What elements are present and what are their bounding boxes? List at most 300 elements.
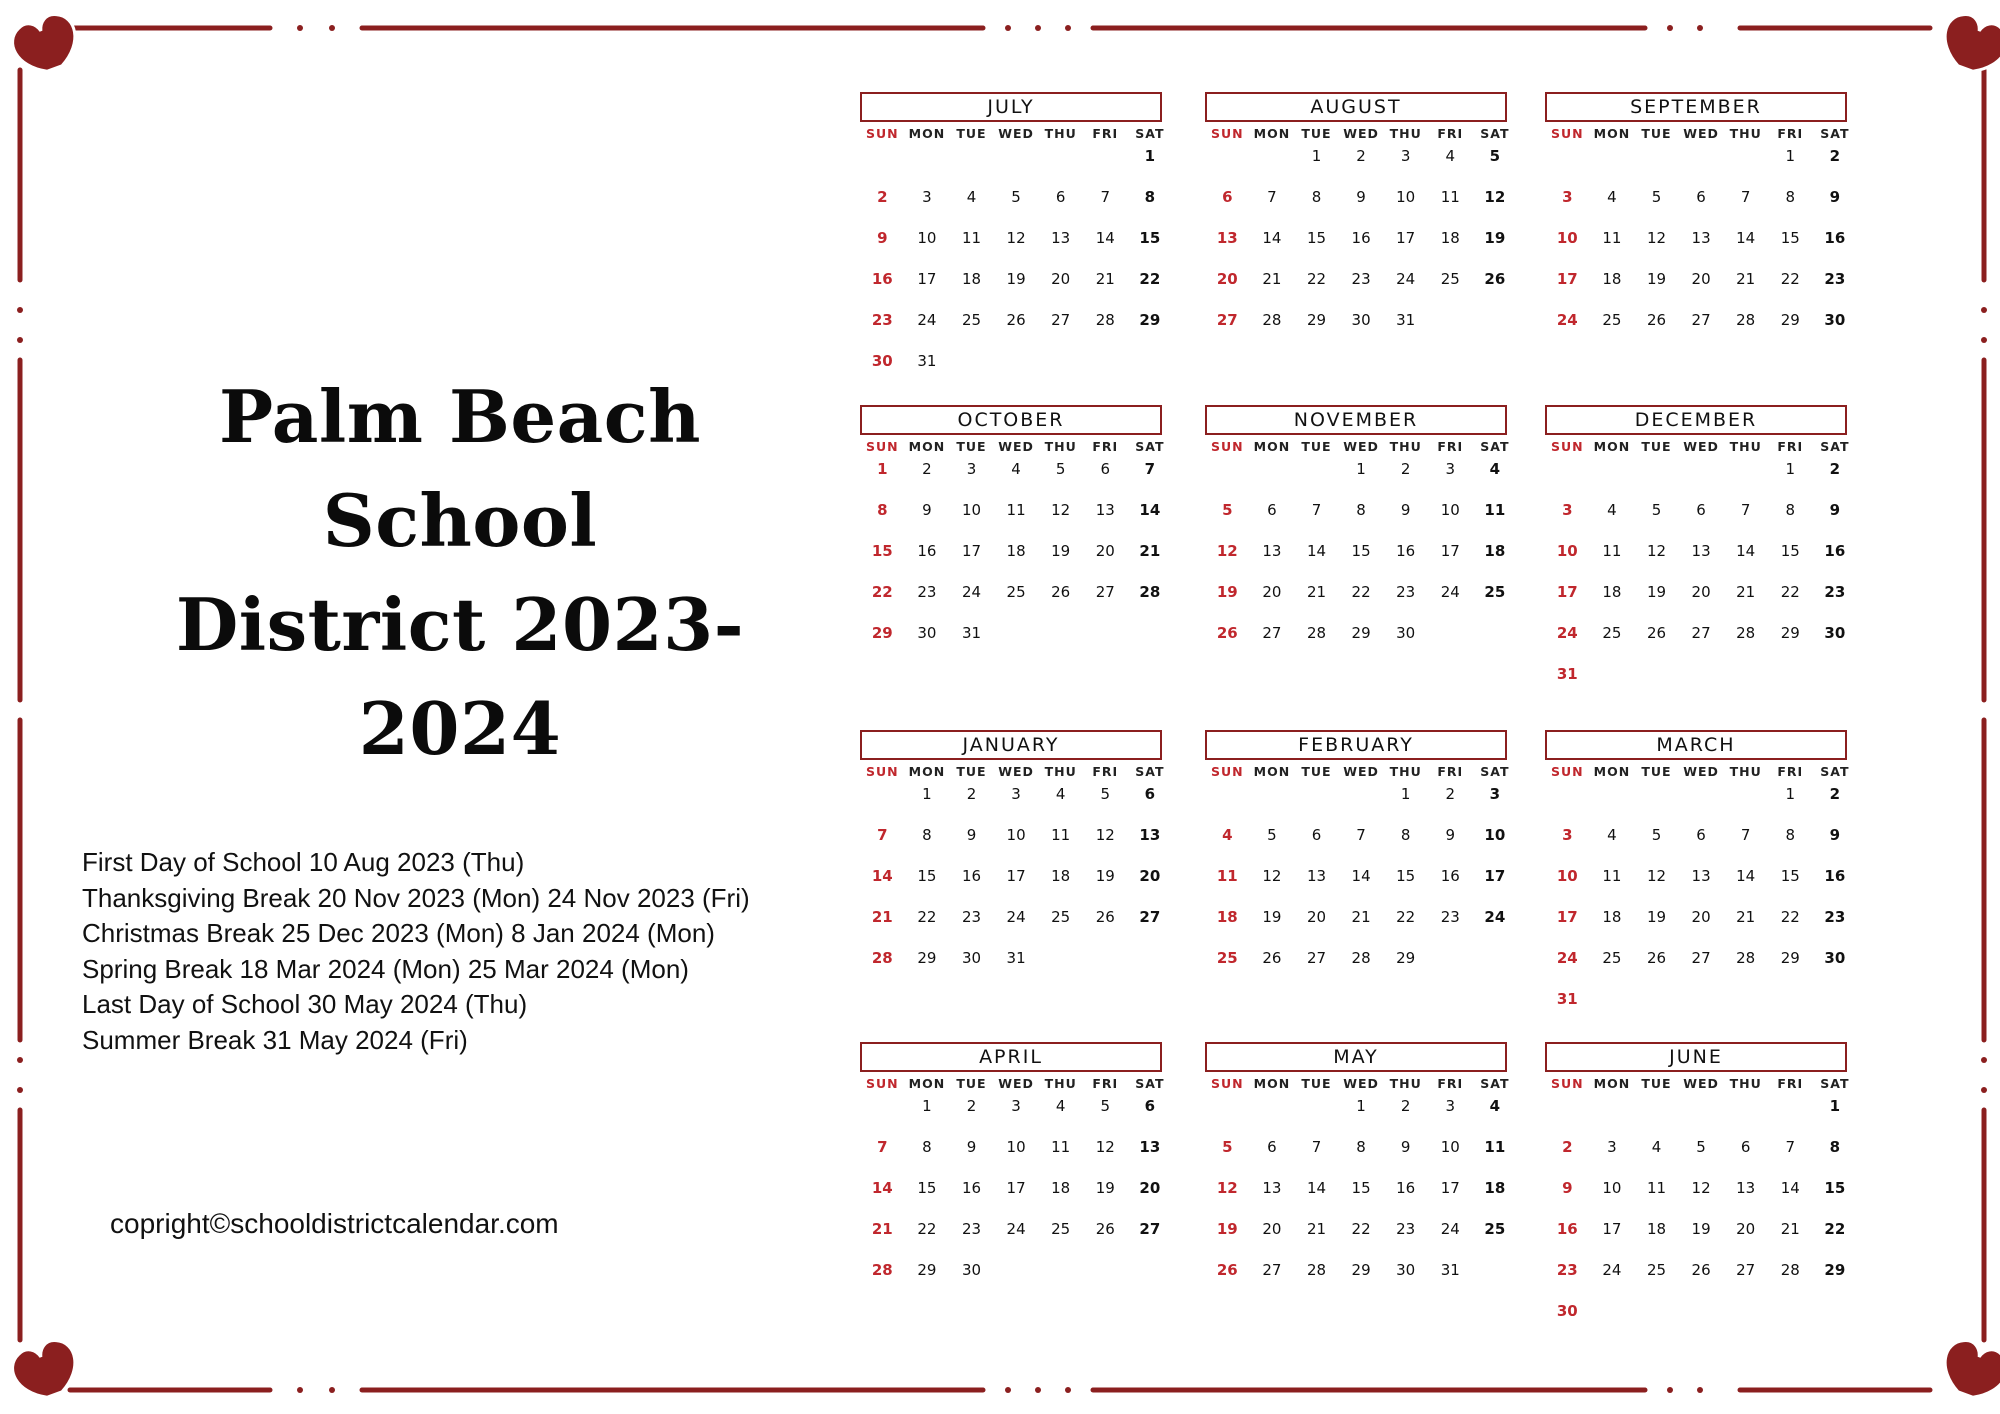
weekday-label: SAT [1480, 764, 1510, 779]
empty-cell [1768, 1096, 1813, 1137]
day-cell: 3 [1562, 826, 1573, 844]
day-cell: 11 [1440, 188, 1460, 206]
weekday-label: TUE [956, 1076, 987, 1091]
day-cell: 23 [1440, 908, 1460, 926]
day-cell: 30 [1824, 311, 1846, 329]
empty-cell [994, 146, 1039, 187]
day-cell: 25 [1484, 583, 1506, 601]
weekday-label: THU [1729, 1076, 1762, 1091]
event-spring-break: Spring Break 18 Mar 2024 (Mon) 25 Mar 2024 (Mon) [82, 953, 689, 984]
day-cell: 31 [1440, 1261, 1460, 1279]
day-cell: 20 [1139, 1179, 1161, 1197]
day-cell: 4 [1489, 1097, 1501, 1115]
day-cell: 7 [1740, 826, 1751, 844]
weekday-label: TUE [1301, 439, 1332, 454]
month-july [860, 92, 1165, 392]
day-cell: 23 [1396, 583, 1416, 601]
weekday-label: THU [1389, 1076, 1422, 1091]
day-cell: 24 [917, 311, 937, 329]
day-cell: 25 [1216, 949, 1238, 967]
weekday-label: SAT [1820, 126, 1850, 141]
empty-cell [1294, 784, 1339, 825]
weekday-header [1205, 764, 1510, 784]
day-cell: 27 [1216, 311, 1238, 329]
day-cell: 20 [1691, 583, 1711, 601]
day-cell: 9 [877, 229, 888, 247]
day-cell: 10 [1440, 501, 1460, 519]
day-cell: 2 [966, 1097, 977, 1115]
day-cell: 6 [1696, 501, 1706, 519]
day-cell: 5 [1267, 826, 1277, 844]
month-title: FEBRUARY [1205, 730, 1507, 760]
day-cell: 10 [1484, 826, 1506, 844]
day-cell: 22 [917, 908, 937, 926]
empty-cell [1545, 459, 1590, 500]
day-cell: 21 [1262, 270, 1282, 288]
day-cell: 26 [1051, 583, 1071, 601]
day-cell: 14 [1139, 501, 1161, 519]
weekday-label: SAT [1135, 764, 1165, 779]
day-cell: 10 [1440, 1138, 1460, 1156]
day-cell: 27 [1306, 949, 1327, 967]
day-cell: 30 [871, 352, 893, 370]
weekday-label: SUN [865, 764, 899, 779]
day-cell: 12 [1262, 867, 1282, 885]
day-cell: 19 [1484, 229, 1506, 247]
day-cell: 26 [1646, 624, 1667, 642]
day-cell: 7 [1740, 188, 1751, 206]
empty-cell [860, 784, 905, 825]
weekday-label: SUN [1550, 126, 1584, 141]
day-cell: 8 [1356, 501, 1366, 519]
day-cell: 10 [1006, 1138, 1026, 1156]
day-cell: 15 [1780, 867, 1800, 885]
day-cell: 5 [1011, 188, 1021, 206]
day-cell: 19 [1216, 1220, 1238, 1238]
weekday-label: SAT [1135, 126, 1165, 141]
month-january [860, 730, 1165, 989]
day-cell: 22 [1351, 1220, 1371, 1238]
day-cell: 5 [1222, 501, 1233, 519]
day-cell: 19 [1216, 583, 1238, 601]
month-title: AUGUST [1205, 92, 1507, 122]
day-cell: 16 [917, 542, 937, 560]
day-cell: 19 [1051, 542, 1071, 560]
day-grid [1545, 459, 1847, 705]
day-cell: 26 [1691, 1261, 1711, 1279]
day-cell: 2 [1562, 1138, 1573, 1156]
month-august [1205, 92, 1510, 351]
day-cell: 28 [1095, 311, 1115, 329]
day-cell: 24 [1556, 624, 1578, 642]
weekday-label: SUN [1550, 439, 1584, 454]
day-cell: 18 [1051, 867, 1071, 885]
weekday-label: SAT [1480, 126, 1510, 141]
weekday-label: MON [1593, 126, 1631, 141]
day-cell: 4 [1607, 826, 1617, 844]
day-cell: 13 [1691, 867, 1711, 885]
day-cell: 24 [1440, 1220, 1460, 1238]
day-cell: 6 [1055, 188, 1066, 206]
day-cell: 6 [1144, 1097, 1156, 1115]
day-cell: 1 [1785, 460, 1796, 478]
weekday-label: SUN [865, 1076, 899, 1091]
day-cell: 19 [1095, 1179, 1115, 1197]
day-cell: 9 [922, 501, 932, 519]
weekday-label: THU [1044, 764, 1077, 779]
day-cell: 11 [1602, 542, 1622, 560]
month-title: DECEMBER [1545, 405, 1847, 435]
empty-cell [1723, 1096, 1768, 1137]
empty-cell [1723, 459, 1768, 500]
day-cell: 5 [1651, 826, 1662, 844]
day-cell: 20 [1262, 583, 1282, 601]
day-cell: 25 [961, 311, 982, 329]
weekday-label: SAT [1820, 439, 1850, 454]
month-title: NOVEMBER [1205, 405, 1507, 435]
day-cell: 13 [1306, 867, 1327, 885]
weekday-label: SAT [1135, 1076, 1165, 1091]
day-cell: 13 [1691, 542, 1711, 560]
day-cell: 30 [1396, 624, 1416, 642]
empty-cell [1634, 459, 1679, 500]
day-cell: 29 [1306, 311, 1327, 329]
month-october [860, 405, 1165, 664]
weekday-label: MON [1593, 1076, 1631, 1091]
day-cell: 10 [1602, 1179, 1622, 1197]
day-cell: 3 [1607, 1138, 1617, 1156]
day-cell: 11 [1484, 1138, 1506, 1156]
day-cell: 30 [961, 1261, 982, 1279]
day-cell: 5 [1222, 1138, 1233, 1156]
day-cell: 7 [877, 1138, 888, 1156]
day-cell: 13 [1216, 229, 1238, 247]
weekday-label: THU [1389, 439, 1422, 454]
weekday-label: MON [1253, 439, 1291, 454]
day-cell: 31 [961, 624, 982, 642]
day-cell: 17 [1602, 1220, 1622, 1238]
day-cell: 15 [1824, 1179, 1846, 1197]
empty-cell [1634, 1096, 1679, 1137]
day-cell: 19 [1006, 270, 1026, 288]
day-cell: 6 [1222, 188, 1233, 206]
day-cell: 17 [1440, 1179, 1460, 1197]
day-cell: 17 [917, 270, 937, 288]
day-cell: 2 [1400, 460, 1411, 478]
day-cell: 21 [1736, 908, 1756, 926]
day-cell: 15 [1396, 867, 1416, 885]
day-cell: 23 [1396, 1220, 1416, 1238]
day-cell: 28 [1736, 624, 1756, 642]
day-cell: 28 [1736, 311, 1756, 329]
day-cell: 29 [1780, 624, 1800, 642]
day-grid [1545, 1096, 1847, 1342]
day-cell: 22 [1780, 583, 1800, 601]
month-november [1205, 405, 1510, 664]
empty-cell [1634, 146, 1679, 187]
day-cell: 15 [1780, 542, 1800, 560]
day-cell: 7 [1785, 1138, 1796, 1156]
day-cell: 24 [1602, 1261, 1622, 1279]
day-cell: 1 [1356, 460, 1366, 478]
day-cell: 9 [1562, 1179, 1573, 1197]
empty-cell [1723, 146, 1768, 187]
day-cell: 25 [1646, 1261, 1667, 1279]
weekday-label: MON [908, 764, 946, 779]
weekday-header [860, 126, 1165, 146]
day-grid [1205, 459, 1507, 664]
day-cell: 18 [1440, 229, 1460, 247]
day-cell: 17 [1556, 908, 1578, 926]
day-cell: 13 [1262, 1179, 1282, 1197]
day-cell: 19 [1646, 908, 1667, 926]
day-cell: 26 [1646, 949, 1667, 967]
empty-cell [1723, 784, 1768, 825]
empty-cell [1205, 784, 1250, 825]
weekday-label: MON [908, 1076, 946, 1091]
day-cell: 28 [1780, 1261, 1800, 1279]
weekday-label: THU [1729, 439, 1762, 454]
day-cell: 27 [1691, 624, 1711, 642]
empty-cell [1205, 1096, 1250, 1137]
day-cell: 18 [1602, 270, 1622, 288]
day-cell: 9 [1400, 501, 1411, 519]
empty-cell [1294, 1096, 1339, 1137]
weekday-label: TUE [1301, 1076, 1332, 1091]
day-cell: 29 [871, 624, 893, 642]
day-cell: 23 [1824, 908, 1846, 926]
day-grid [1545, 146, 1847, 351]
day-cell: 29 [917, 949, 937, 967]
day-cell: 18 [1484, 542, 1506, 560]
day-cell: 18 [1646, 1220, 1667, 1238]
day-cell: 17 [1556, 270, 1578, 288]
day-cell: 8 [1785, 826, 1796, 844]
day-cell: 7 [877, 826, 888, 844]
day-cell: 4 [1445, 147, 1456, 165]
day-cell: 10 [1556, 229, 1578, 247]
day-cell: 8 [922, 1138, 932, 1156]
day-cell: 8 [922, 826, 932, 844]
day-grid [1205, 1096, 1507, 1301]
month-title: JANUARY [860, 730, 1162, 760]
day-cell: 31 [1556, 990, 1578, 1008]
day-cell: 17 [1006, 867, 1026, 885]
day-cell: 15 [1351, 1179, 1371, 1197]
day-cell: 27 [1262, 1261, 1282, 1279]
weekday-label: WED [998, 764, 1034, 779]
weekday-label: SUN [1210, 1076, 1244, 1091]
day-cell: 2 [1829, 785, 1841, 803]
weekday-label: TUE [1641, 1076, 1672, 1091]
month-february [1205, 730, 1510, 989]
weekday-label: TUE [1301, 764, 1332, 779]
day-cell: 18 [1006, 542, 1026, 560]
day-cell: 20 [1051, 270, 1071, 288]
day-cell: 1 [1785, 147, 1796, 165]
day-cell: 19 [1646, 270, 1667, 288]
day-cell: 24 [1006, 1220, 1026, 1238]
day-cell: 15 [871, 542, 893, 560]
day-cell: 8 [877, 501, 888, 519]
day-cell: 3 [1562, 501, 1573, 519]
weekday-label: SUN [1210, 439, 1244, 454]
day-cell: 30 [1351, 311, 1371, 329]
day-cell: 8 [1829, 1138, 1841, 1156]
day-grid [860, 146, 1162, 392]
day-cell: 5 [1055, 460, 1066, 478]
weekday-label: MON [1253, 764, 1291, 779]
day-cell: 27 [1095, 583, 1115, 601]
day-cell: 4 [1607, 501, 1617, 519]
day-cell: 23 [1824, 583, 1846, 601]
weekday-label: FRI [1092, 1076, 1119, 1091]
day-cell: 19 [1262, 908, 1282, 926]
weekday-label: THU [1044, 1076, 1077, 1091]
day-cell: 30 [1824, 949, 1846, 967]
day-cell: 5 [1696, 1138, 1706, 1156]
day-cell: 24 [1556, 311, 1578, 329]
weekday-label: FRI [1777, 439, 1804, 454]
day-cell: 29 [1780, 949, 1800, 967]
empty-cell [1250, 146, 1295, 187]
day-cell: 28 [1736, 949, 1756, 967]
day-cell: 14 [1306, 1179, 1327, 1197]
weekday-label: MON [1253, 1076, 1291, 1091]
day-cell: 11 [1216, 867, 1238, 885]
month-title: MAY [1205, 1042, 1507, 1072]
day-cell: 8 [1311, 188, 1322, 206]
day-cell: 21 [1736, 270, 1756, 288]
day-cell: 2 [922, 460, 932, 478]
day-cell: 21 [1306, 1220, 1327, 1238]
day-cell: 18 [1216, 908, 1238, 926]
day-cell: 11 [1051, 826, 1071, 844]
month-december [1545, 405, 1850, 705]
day-cell: 31 [1006, 949, 1026, 967]
day-cell: 11 [1602, 229, 1622, 247]
day-cell: 4 [1607, 188, 1617, 206]
month-march [1545, 730, 1850, 1030]
weekday-label: SUN [1210, 764, 1244, 779]
day-cell: 13 [1051, 229, 1071, 247]
day-cell: 12 [1484, 188, 1506, 206]
weekday-label: WED [1683, 1076, 1719, 1091]
day-cell: 16 [1556, 1220, 1578, 1238]
day-cell: 7 [1740, 501, 1751, 519]
day-cell: 30 [1556, 1302, 1578, 1320]
day-cell: 3 [1445, 460, 1456, 478]
day-cell: 15 [1351, 542, 1371, 560]
day-cell: 8 [1785, 188, 1796, 206]
weekday-label: WED [998, 1076, 1034, 1091]
day-cell: 18 [961, 270, 982, 288]
day-grid [1545, 784, 1847, 1030]
day-cell: 2 [1400, 1097, 1411, 1115]
day-cell: 21 [1351, 908, 1371, 926]
day-cell: 7 [1267, 188, 1277, 206]
day-cell: 6 [1267, 501, 1277, 519]
day-cell: 1 [1785, 785, 1796, 803]
events-list [82, 845, 750, 1058]
day-cell: 13 [1691, 229, 1711, 247]
day-cell: 7 [1100, 188, 1111, 206]
day-cell: 17 [1006, 1179, 1026, 1197]
month-may [1205, 1042, 1510, 1301]
day-cell: 8 [1785, 501, 1796, 519]
day-cell: 23 [871, 311, 893, 329]
empty-cell [1038, 146, 1083, 187]
month-title: SEPTEMBER [1545, 92, 1847, 122]
day-cell: 4 [1055, 785, 1066, 803]
day-cell: 12 [1095, 1138, 1115, 1156]
month-title: JULY [860, 92, 1162, 122]
day-cell: 23 [1824, 270, 1846, 288]
day-cell: 23 [1351, 270, 1371, 288]
month-title: OCTOBER [860, 405, 1162, 435]
empty-cell [905, 146, 950, 187]
day-cell: 14 [1736, 229, 1756, 247]
day-cell: 5 [1651, 501, 1662, 519]
day-cell: 14 [1262, 229, 1282, 247]
title-line-2: District 2023-2024 [175, 582, 745, 771]
empty-cell [860, 1096, 905, 1137]
day-cell: 10 [1006, 826, 1026, 844]
day-cell: 12 [1646, 542, 1667, 560]
day-cell: 10 [1556, 542, 1578, 560]
empty-cell [1545, 1096, 1590, 1137]
day-cell: 2 [1356, 147, 1366, 165]
day-cell: 13 [1139, 826, 1161, 844]
day-cell: 25 [1602, 311, 1622, 329]
day-cell: 1 [1356, 1097, 1366, 1115]
day-cell: 31 [1396, 311, 1416, 329]
weekday-label: FRI [1437, 126, 1464, 141]
day-cell: 16 [961, 1179, 982, 1197]
weekday-label: SUN [1550, 764, 1584, 779]
weekday-label: SAT [1135, 439, 1165, 454]
day-cell: 16 [961, 867, 982, 885]
day-cell: 10 [1396, 188, 1416, 206]
day-cell: 22 [1780, 270, 1800, 288]
day-cell: 24 [1440, 583, 1460, 601]
empty-cell [1205, 146, 1250, 187]
day-grid [1205, 784, 1507, 989]
day-cell: 16 [1396, 542, 1416, 560]
day-cell: 1 [1144, 147, 1156, 165]
day-cell: 3 [922, 188, 932, 206]
month-title: APRIL [860, 1042, 1162, 1072]
day-cell: 12 [1691, 1179, 1711, 1197]
weekday-label: WED [1343, 1076, 1379, 1091]
day-cell: 3 [1489, 785, 1501, 803]
weekday-label: FRI [1437, 439, 1464, 454]
day-cell: 31 [917, 352, 937, 370]
weekday-label: FRI [1777, 1076, 1804, 1091]
day-cell: 14 [871, 867, 893, 885]
day-cell: 11 [1051, 1138, 1071, 1156]
day-cell: 21 [1306, 583, 1327, 601]
day-cell: 11 [1484, 501, 1506, 519]
day-cell: 26 [1646, 311, 1667, 329]
empty-cell [1545, 146, 1590, 187]
copyright-text: copright©schooldistrictcalendar.com [110, 1208, 559, 1239]
weekday-header [1205, 439, 1510, 459]
day-cell: 20 [1691, 270, 1711, 288]
day-cell: 29 [1351, 624, 1371, 642]
day-cell: 15 [1139, 229, 1161, 247]
weekday-label: WED [1343, 764, 1379, 779]
